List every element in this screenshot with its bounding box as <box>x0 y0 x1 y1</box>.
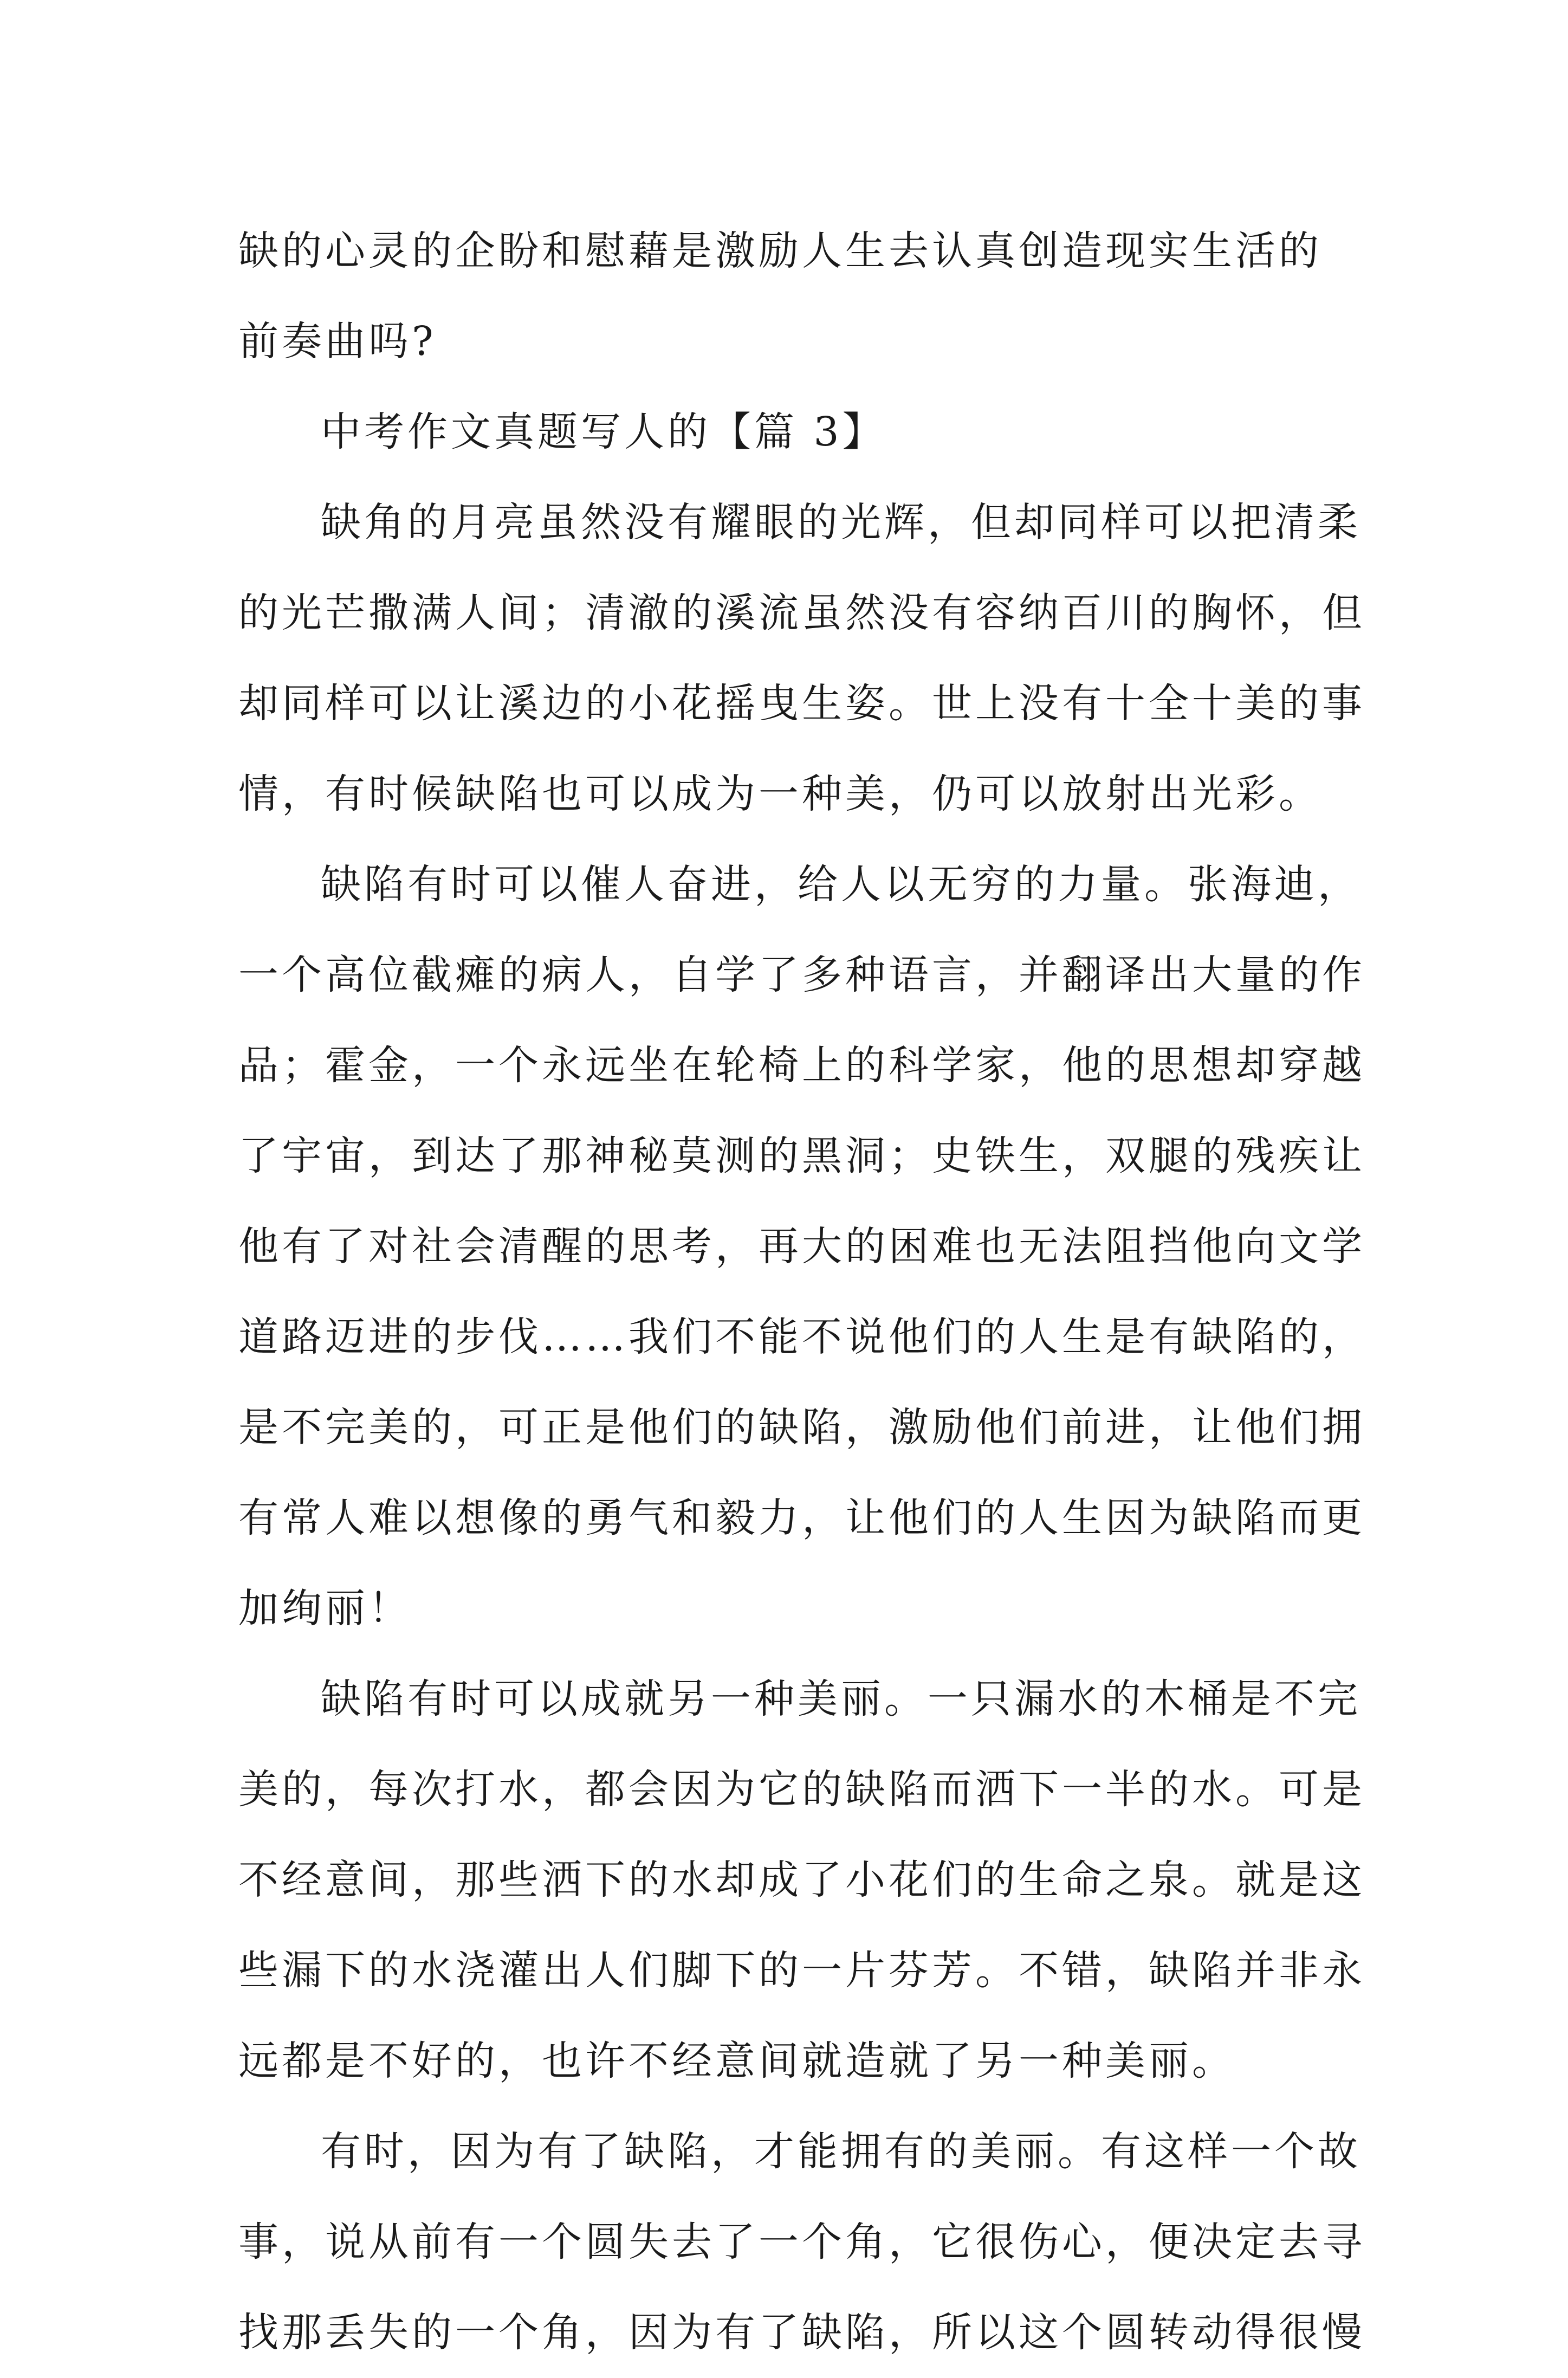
text-line: 不经意间，那些洒下的水却成了小花们的生命之泉。就是这 <box>238 1857 1365 1903</box>
text-line: 了宇宙，到达了那神秘莫测的黑洞；史铁生，双腿的残疾让 <box>238 1133 1365 1179</box>
text-line: 美的，每次打水，都会因为它的缺陷而洒下一半的水。可是 <box>238 1766 1365 1813</box>
text-line: 缺陷有时可以成就另一种美丽。一只漏水的木桶是不完 <box>321 1676 1361 1722</box>
text-line: 缺角的月亮虽然没有耀眼的光辉，但却同样可以把清柔 <box>321 499 1361 546</box>
body-text <box>238 206 1365 2378</box>
section-heading: 中考作文真题写人的【篇 3】 <box>321 409 886 455</box>
text-line: 却同样可以让溪边的小花摇曳生姿。世上没有十全十美的事 <box>238 680 1365 727</box>
text-line: 的光芒撒满人间；清澈的溪流虽然没有容纳百川的胸怀，但 <box>238 590 1365 636</box>
text-line: 缺的心灵的企盼和慰藉是激励人生去认真创造现实生活的 <box>238 228 1322 274</box>
text-line: 有常人难以想像的勇气和毅力，让他们的人生因为缺陷而更 <box>238 1495 1365 1541</box>
text-line: 缺陷有时可以催人奋进，给人以无穷的力量。张海迪， <box>321 861 1361 908</box>
text-line: 他有了对社会清醒的思考，再大的困难也无法阻挡他向文学 <box>238 1223 1365 1270</box>
text-line: 远都是不好的，也许不经意间就造就了另一种美丽。 <box>238 2038 1235 2084</box>
text-line: 情，有时候缺陷也可以成为一种美，仍可以放射出光彩。 <box>238 771 1322 817</box>
text-line: 是不完美的，可正是他们的缺陷，激励他们前进，让他们拥 <box>238 1404 1365 1451</box>
text-line: 有时，因为有了缺陷，才能拥有的美丽。有这样一个故 <box>321 2128 1361 2175</box>
text-line: 品；霍金，一个永远坐在轮椅上的科学家，他的思想却穿越 <box>238 1042 1365 1089</box>
text-line: 前奏曲吗? <box>238 318 437 365</box>
text-line: 一个高位截瘫的病人，自学了多种语言，并翻译出大量的作 <box>238 952 1365 998</box>
text-line: 事，说从前有一个圆失去了一个角，它很伤心，便决定去寻 <box>238 2219 1365 2265</box>
text-line: 找那丢失的一个角，因为有了缺陷，所以这个圆转动得很慢 <box>238 2309 1365 2356</box>
text-line: 加绚丽！ <box>238 1585 412 1632</box>
text-line: 些漏下的水浇灌出人们脚下的一片芬芳。不错，缺陷并非永 <box>238 1947 1365 1994</box>
text-line: 道路迈进的步伐……我们不能不说他们的人生是有缺陷的， <box>238 1314 1365 1360</box>
